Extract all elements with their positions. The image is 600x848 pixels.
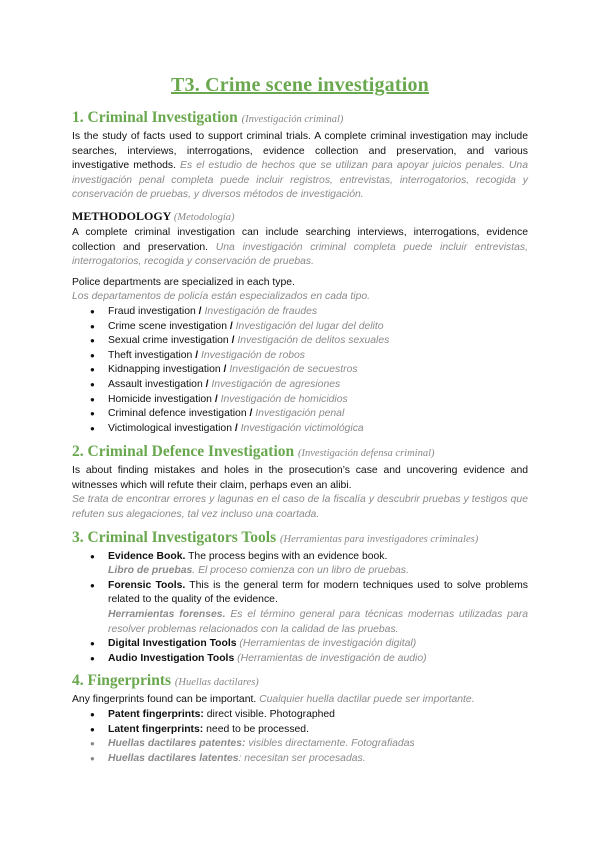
separator: / bbox=[211, 393, 221, 405]
list-item bbox=[108, 579, 528, 637]
section-3-title: 3. Criminal Investigators Tools bbox=[72, 528, 277, 546]
tool-name: Evidence Book. bbox=[108, 550, 186, 562]
list-item bbox=[108, 550, 528, 579]
methodology-text-es: Una investigación criminal completa puede incluir entrevistas, interrogatorios, recogida y conservación de pruebas. bbox=[72, 241, 528, 268]
separator: / bbox=[246, 408, 256, 420]
list-item bbox=[108, 752, 528, 767]
methodology-translation: (Metodología) bbox=[173, 211, 235, 223]
page-title: T3. Crime scene investigation bbox=[171, 74, 429, 96]
tool-text: The process begins with an evidence book. bbox=[185, 550, 388, 562]
tool-name-es: Libro de pruebas bbox=[108, 565, 193, 577]
separator: / bbox=[202, 378, 212, 390]
section-2-translation: (Investigación defensa criminal) bbox=[298, 448, 435, 460]
fingerprint-text-es: : necesitan ser procesadas. bbox=[238, 752, 366, 764]
methodology-text-en: A complete criminal investigation can include searching interviews, interrogations, evidence collection and preservation. bbox=[72, 226, 528, 253]
section-1-paragraph bbox=[72, 130, 528, 203]
methodology-paragraph bbox=[72, 226, 528, 270]
section-1-title: 1. Criminal Investigation bbox=[72, 109, 238, 126]
fingerprints-list bbox=[72, 708, 528, 766]
tool-text-es: Es el término general para técnicas modernas utilizadas para resolver problemas relacionados con la calidad de las pruebas. bbox=[108, 609, 528, 635]
section-4-paragraph bbox=[72, 693, 528, 708]
fingerprint-type-es: Huellas dactilares latentes bbox=[108, 752, 239, 764]
tool-name: Audio Investigation Tools bbox=[108, 652, 235, 664]
type-es: Investigación de robos bbox=[201, 349, 305, 361]
separator: / bbox=[231, 422, 241, 434]
list-item bbox=[108, 407, 528, 422]
type-es: Investigación penal bbox=[255, 408, 345, 420]
separator: / bbox=[220, 364, 230, 376]
section-4-translation: (Huellas dactilares) bbox=[174, 677, 259, 689]
type-en: Assault investigation bbox=[108, 378, 203, 390]
fingerprint-type: Latent fingerprints: bbox=[108, 723, 204, 735]
type-es: Investigación del lugar del delito bbox=[235, 320, 384, 332]
police-paragraph-es: Los departamentos de policía están especializados en cada tipo. bbox=[72, 291, 371, 303]
fingerprint-type-es: Huellas dactilares patentes: bbox=[108, 738, 246, 750]
section-2-paragraph-en: Is about finding mistakes and holes in the prosecution’s case and uncovering evidence and witnesses which will refute their claim, perhaps even an alibi. bbox=[72, 465, 528, 491]
type-es: Investigación victimológica bbox=[240, 422, 364, 434]
tools-list bbox=[72, 550, 528, 667]
tool-text-es: (Herramientas de investigación digital) bbox=[236, 638, 417, 650]
list-item bbox=[108, 363, 528, 378]
fingerprint-type: Patent fingerprints: bbox=[108, 709, 204, 720]
fingerprint-text: need to be processed. bbox=[203, 723, 309, 735]
separator: / bbox=[192, 349, 201, 361]
investigation-types-list bbox=[72, 305, 528, 436]
list-item bbox=[108, 723, 528, 738]
tool-name: Forensic Tools. bbox=[108, 579, 186, 591]
section-1-text-en: Is the study of facts used to support criminal trials. A complete criminal investigation may include searches, interviews, interrogations, evidence collection and preservation, and various investigative methods. bbox=[72, 131, 528, 172]
list-item bbox=[108, 378, 528, 393]
type-en: Crime scene investigation bbox=[108, 320, 227, 332]
methodology-heading bbox=[72, 208, 528, 226]
section-1-heading bbox=[72, 108, 528, 130]
tool-name-es: Herramientas forenses. bbox=[108, 609, 226, 621]
section-1-text-es: Es el estudio de hechos que se utilizan para apoyar juicios penales. Una investigación penal completa puede incluir registros, entrevistas, interrogatorios, recogida y conservación de pruebas, y diversos métodos de investigación. bbox=[72, 160, 528, 201]
type-en: Kidnapping investigation bbox=[108, 364, 221, 376]
list-item bbox=[108, 422, 528, 437]
type-en: Theft investigation bbox=[108, 349, 193, 361]
section-4-text-es: Cualquier huella dactilar puede ser importante. bbox=[256, 694, 475, 706]
tool-text: This is the general term for modern techniques used to solve problems related to the quality of the evidence. bbox=[108, 579, 528, 606]
section-4-heading bbox=[72, 671, 528, 693]
section-4-title: 4. Fingerprints bbox=[72, 672, 172, 690]
tool-name: Digital Investigation Tools bbox=[108, 638, 237, 650]
police-paragraph-en: Police departments are specialized in each type. bbox=[72, 276, 295, 288]
list-item bbox=[108, 349, 528, 364]
type-es: Investigación de delitos sexuales bbox=[237, 335, 390, 347]
separator: / bbox=[195, 305, 205, 317]
methodology-title: METHODOLOGY bbox=[72, 208, 171, 223]
list-item bbox=[108, 393, 528, 408]
document-body bbox=[72, 108, 528, 766]
type-es: Investigación de fraudes bbox=[204, 305, 318, 317]
type-es: Investigación de homicidios bbox=[220, 393, 348, 405]
section-2-paragraph-es: Se trata de encontrar errores y lagunas en el caso de la fiscalía y descubrir pruebas y testigos que refuten sus alegaciones, tal vez incluso una coartada. bbox=[72, 494, 528, 521]
type-en: Victimological investigation bbox=[108, 422, 232, 434]
list-item bbox=[108, 305, 528, 320]
fingerprint-text: direct visible. Photographed bbox=[203, 709, 335, 720]
separator: / bbox=[228, 335, 238, 347]
separator: / bbox=[226, 320, 236, 332]
list-item bbox=[108, 652, 528, 667]
section-3-translation: (Herramientas para investigadores criminales) bbox=[279, 533, 479, 545]
type-en: Homicide investigation bbox=[108, 393, 212, 405]
type-es: Investigación de agresiones bbox=[211, 378, 341, 390]
fingerprint-text-es: visibles directamente. Fotografiadas bbox=[245, 738, 415, 750]
section-4-text-en: Any fingerprints found can be important. bbox=[72, 694, 257, 706]
type-en: Criminal defence investigation bbox=[108, 408, 247, 420]
list-item bbox=[108, 637, 528, 652]
section-3-heading bbox=[72, 528, 528, 550]
type-en: Fraud investigation bbox=[108, 305, 196, 317]
list-item bbox=[108, 320, 528, 335]
section-1-translation: (Investigación criminal) bbox=[241, 114, 344, 125]
tool-text-es: . El proceso comienza con un libro de pruebas. bbox=[192, 565, 409, 577]
tool-text-es: (Herramientas de investigación de audio) bbox=[234, 652, 427, 664]
type-en: Sexual crime investigation bbox=[108, 335, 229, 347]
list-item bbox=[108, 708, 528, 723]
section-2-title: 2. Criminal Defence Investigation bbox=[72, 443, 295, 461]
section-2-heading bbox=[72, 442, 528, 464]
type-es: Investigación de secuestros bbox=[229, 364, 358, 376]
list-item bbox=[108, 334, 528, 349]
list-item bbox=[108, 737, 528, 752]
